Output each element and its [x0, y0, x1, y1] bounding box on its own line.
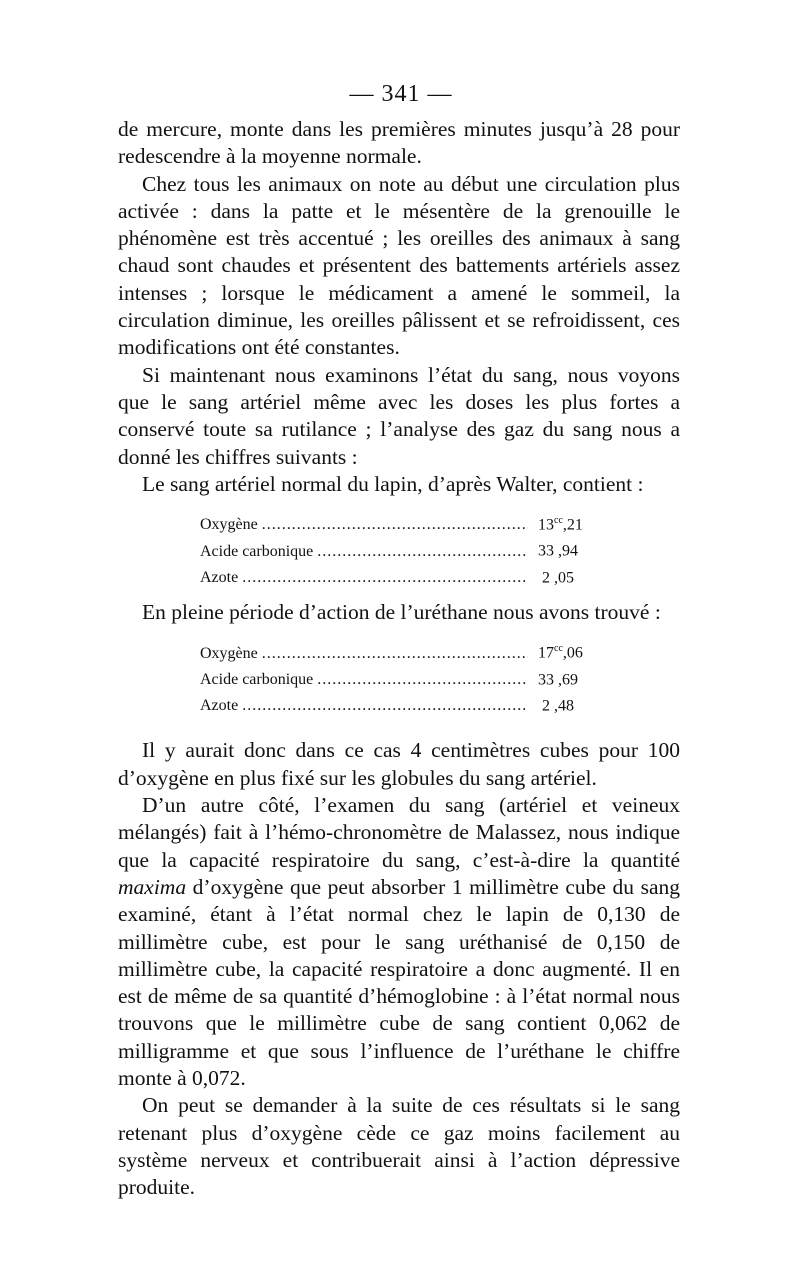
- table-row: [200, 691, 608, 717]
- gas-value: $17^{cc},06$: [538, 643, 583, 662]
- gas-name: Oxygène: [200, 644, 258, 662]
- leader-dots: [262, 514, 528, 536]
- table2-heading: En pleine période d’action de l’uréthane nous avons trouvé :: [142, 600, 661, 625]
- table-row: [200, 510, 608, 536]
- gas-value: 33 ,94: [538, 542, 578, 560]
- gas-value: $13^{cc},21$: [538, 515, 583, 534]
- table-row: [200, 638, 608, 664]
- gas-name: Azote: [200, 697, 239, 715]
- gas-table-urethane: [200, 638, 608, 717]
- leader-dots: [242, 695, 528, 717]
- table-row: [200, 536, 608, 562]
- page-number: — 341 —: [349, 81, 453, 107]
- gas-value: 2 ,48: [542, 697, 574, 715]
- gas-value: 2 ,05: [542, 569, 574, 587]
- gas-table-normal: [200, 510, 608, 589]
- paragraph-1: de mercure, monte dans les premières minutes jusqu’à 28 pour redescendre à la moyenne normale.: [118, 117, 680, 169]
- paragraph-6: On peut se demander à la suite de ces résultats si le sang retenant plus d’oxygène cède ce gaz moins facilement au système nerveux et contribuerait ainsi à l’action dépressive produite.: [118, 1093, 680, 1200]
- paragraph-5: D’un autre côté, l’examen du sang (artériel et veineux mélangés) fait à l’hémo-chronomètre de Malassez, nous indique que la capacité respiratoire du sang, c’est-à-dire la quantité maxima d’oxygène que peut absorber 1 millimètre cube du sang examiné, étant à l’état normal chez le lapin de 0,130 de millimètre cube, est pour le sang uréthanisé de 0,150 de millimètre cube, la capacité respiratoire a donc augmenté. Il en est de même de sa quantité d’hémoglobine : à l’état normal nous trouvons que le millimètre cube de sang contient 0,062 de milligramme et que sous l’influence de l’uréthane le chiffre monte à 0,072.: [118, 793, 680, 1090]
- gas-name: Acide carbonique: [200, 671, 314, 689]
- table1-heading: Le sang artériel normal du lapin, d’après Walter, contient :: [142, 471, 644, 496]
- italic-term: maxima: [118, 874, 187, 899]
- table-row: [200, 665, 608, 691]
- gas-name: Azote: [200, 569, 239, 587]
- leader-dots: [317, 669, 528, 691]
- gas-name: Acide carbonique: [200, 542, 314, 560]
- paragraph-3: Si maintenant nous examinons l’état du sang, nous voyons que le sang artériel même avec les doses les plus fortes a conservé toute sa rutilance ; l’analyse des gaz du sang nous a donné les chiffres suivants :: [118, 362, 680, 469]
- leader-dots: [317, 541, 528, 563]
- table-row: [200, 563, 608, 589]
- leader-dots: [242, 567, 528, 589]
- paragraph-2: Chez tous les animaux on note au début une circulation plus activée : dans la patte et le mésentère de la grenouille le phénomène est très accentué ; les oreilles des animaux à sang chaud sont chaudes et présentent des battements artériels assez intenses ; lorsque le médicament a amené le sommeil, la circulation diminue, les oreilles pâlissent et se refroidissent, ces modifications ont été constantes.: [118, 171, 680, 360]
- gas-name: Oxygène: [200, 516, 258, 534]
- leader-dots: [262, 643, 528, 665]
- gas-value: 33 ,69: [538, 671, 578, 689]
- paragraph-4: Il y aurait donc dans ce cas 4 centimètres cubes pour 100 d’oxygène en plus fixé sur les globules du sang artériel.: [118, 738, 680, 790]
